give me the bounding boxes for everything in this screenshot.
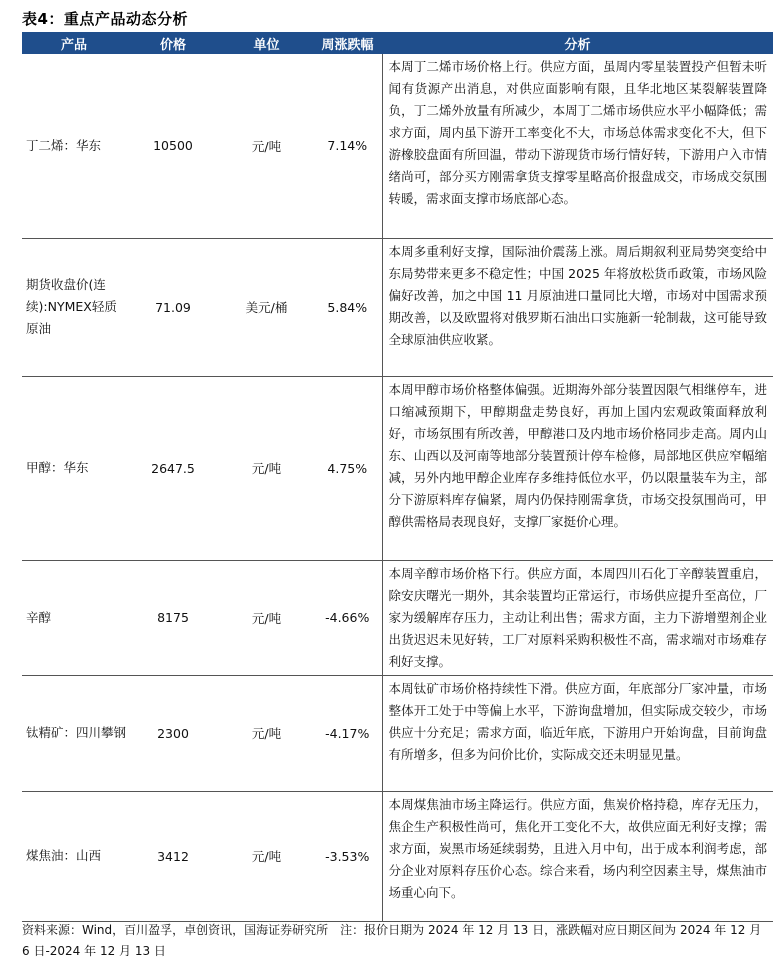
source-note: 资料来源：Wind，百川盈孚，卓创资讯，国海证券研究所 注：报价日期为 2024 年 12 月 13 日，涨跌幅对应日期区间为 2024 年 12 月 6 日-2024 年 12 月 13 日: [22, 923, 762, 958]
unit-cell: 元/吨: [220, 675, 313, 791]
price-cell: 3412: [126, 791, 220, 921]
unit-cell: 元/吨: [220, 560, 313, 675]
table-row: [22, 54, 773, 238]
header-change: 周涨跌幅: [313, 32, 382, 54]
header-analysis: 分析: [382, 32, 773, 54]
product-cell: 煤焦油：山西: [22, 791, 126, 921]
change-cell: -4.66%: [313, 560, 382, 675]
header-unit: 单位: [220, 32, 313, 54]
change-cell: -4.17%: [313, 675, 382, 791]
header-price: 价格: [126, 32, 220, 54]
price-cell: 8175: [126, 560, 220, 675]
product-analysis-table: [22, 32, 773, 922]
table-title: 表4：重点产品动态分析: [22, 10, 188, 28]
price-cell: 71.09: [126, 238, 220, 376]
analysis-cell: 本周煤焦油市场主降运行。供应方面，焦炭价格持稳，库存无压力，焦企生产积极性尚可，焦化开工变化不大，故供应面无利好支撑；需求方面，炭黑市场延续弱势，且进入月中旬，出于成本利润考虑，部分企业对原料存压价心态。综合来看，场内利空因素主导，煤焦油市场重心向下。: [382, 791, 773, 921]
unit-cell: 元/吨: [220, 54, 313, 238]
table-row: [22, 791, 773, 921]
table-row: [22, 376, 773, 560]
table-row: [22, 238, 773, 376]
price-cell: 2647.5: [126, 376, 220, 560]
unit-cell: 美元/桶: [220, 238, 313, 376]
table-row: [22, 675, 773, 791]
header-product: 产品: [22, 32, 126, 54]
price-cell: 10500: [126, 54, 220, 238]
table-row: [22, 560, 773, 675]
product-cell: 辛醇: [22, 560, 126, 675]
change-cell: 4.75%: [313, 376, 382, 560]
unit-cell: 元/吨: [220, 791, 313, 921]
product-cell: 甲醇：华东: [22, 376, 126, 560]
analysis-cell: 本周辛醇市场价格下行。供应方面，本周四川石化丁辛醇装置重启，除安庆曙光一期外，其余装置均正常运行，市场供应提升至高位，厂家为缓解库存压力，主动让利出售；需求方面，主力下游增塑剂企业出货迟迟未见好转，工厂对原料采购积极性不高，需求端对市场难存利好支撑。: [382, 560, 773, 675]
price-cell: 2300: [126, 675, 220, 791]
product-cell: 丁二烯：华东: [22, 54, 126, 238]
change-cell: -3.53%: [313, 791, 382, 921]
change-cell: 5.84%: [313, 238, 382, 376]
analysis-cell: 本周丁二烯市场价格上行。供应方面，虽周内零星装置投产但暂未听闻有货源产出消息，对供应面影响有限，且华北地区某裂解装置降负，丁二烯外放量有所减少，本周丁二烯市场供应水平小幅降低；需求方面，周内虽下游开工率变化不大，市场总体需求变化不大，但下游橡胶盘面有所回温，带动下游现货市场行情好转，下游用户入市情绪尚可，部分买方刚需拿货支撑零星略高价报盘成交，市场成交氛围转暖，需求面支撑市场底部心态。: [382, 54, 773, 238]
table-header-row: [22, 32, 773, 54]
product-cell: 期货收盘价(连续):NYMEX轻质原油: [22, 238, 126, 376]
analysis-cell: 本周钛矿市场价格持续性下滑。供应方面，年底部分厂家冲量，市场整体开工处于中等偏上水平，下游询盘增加，但实际成交较少，市场供应十分充足；需求方面，临近年底，下游用户开始询盘，目前询盘有所增多，但多为问价比价，实际成交还未明显见量。: [382, 675, 773, 791]
analysis-cell: 本周多重利好支撑，国际油价震荡上涨。周后期叙利亚局势突变给中东局势带来更多不稳定性；中国 2025 年将放松货币政策，市场风险偏好改善，加之中国 11 月原油进口量同比大增，市场对中国需求预期改善，以及欧盟将对俄罗斯石油出口实施新一轮制裁，这可能导致全球原油供应收紧。: [382, 238, 773, 376]
unit-cell: 元/吨: [220, 376, 313, 560]
analysis-cell: 本周甲醇市场价格整体偏强。近期海外部分装置因限气相继停车，进口缩减预期下，甲醇期盘走势良好，再加上国内宏观政策面释放利好，市场氛围有所改善，甲醇港口及内地市场价格同步走高。周内山东、山西以及河南等地部分装置预计停车检修，局部地区供应窄幅缩减，另外内地甲醇企业库存多维持低位水平，仍以限量装车为主，部分下游原料库存偏紧，周内仍保持刚需拿货，市场交投氛围尚可，甲醇供需格局表现良好，支撑厂家挺价心理。: [382, 376, 773, 560]
product-cell: 钛精矿：四川攀钢: [22, 675, 126, 791]
change-cell: 7.14%: [313, 54, 382, 238]
